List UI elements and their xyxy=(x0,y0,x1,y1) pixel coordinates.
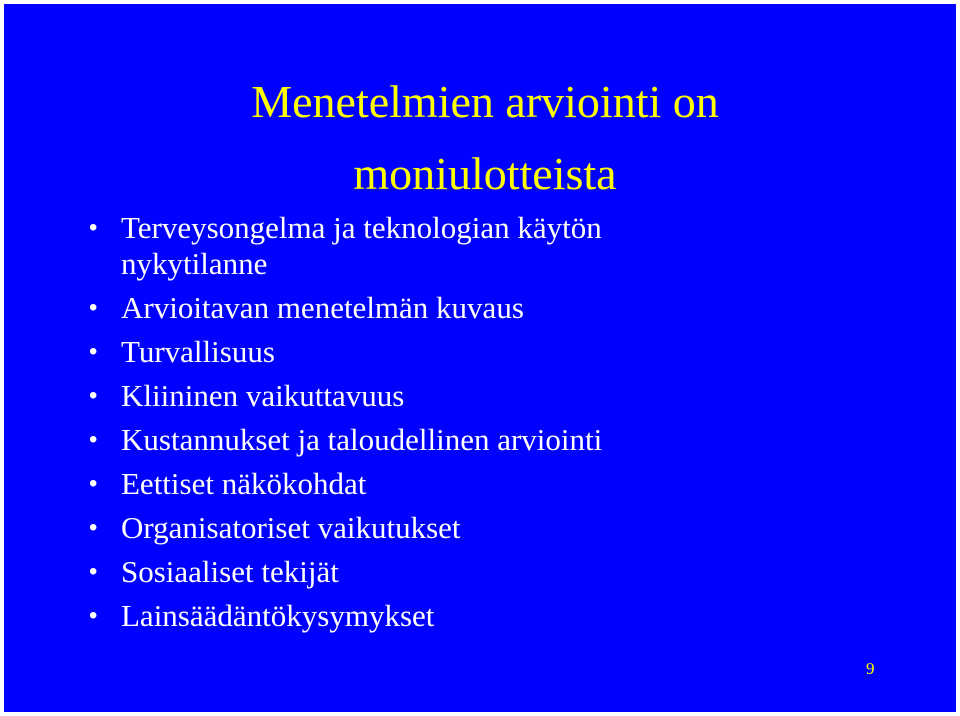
bullet-text: Terveysongelma ja teknologian käytön xyxy=(121,210,602,245)
bullet-icon: • xyxy=(89,338,98,365)
bullet-item xyxy=(4,422,956,458)
bullet-text: Arvioitavan menetelmän kuvaus xyxy=(121,290,524,325)
bullet-item xyxy=(4,378,956,414)
bullet-text: Kliininen vaikuttavuus xyxy=(121,378,405,413)
bullet-icon: • xyxy=(89,382,98,409)
bullet-item xyxy=(4,554,956,590)
bullet-item xyxy=(4,466,956,502)
bullet-text-continuation: nykytilanne xyxy=(121,246,268,281)
bullet-item xyxy=(4,290,956,326)
bullet-item xyxy=(4,210,956,282)
bullet-icon: • xyxy=(89,426,98,453)
slide-title xyxy=(4,66,956,210)
bullet-item xyxy=(4,334,956,370)
bullet-icon: • xyxy=(89,602,98,629)
bullet-icon: • xyxy=(89,470,98,497)
bullet-icon: • xyxy=(89,294,98,321)
bullet-text: Organisatoriset vaikutukset xyxy=(121,510,461,545)
slide-number: 9 xyxy=(866,659,875,678)
bullet-text: Eettiset näkökohdat xyxy=(121,466,367,501)
bullet-list xyxy=(4,210,956,642)
bullet-icon: • xyxy=(89,514,98,541)
bullet-text: Sosiaaliset tekijät xyxy=(121,554,339,589)
bullet-text: Lainsäädäntökysymykset xyxy=(121,598,435,633)
slide-title-line-2: moniulotteista xyxy=(353,148,617,199)
bullet-item xyxy=(4,598,956,634)
bullet-icon: • xyxy=(89,558,98,585)
slide-title-line-1: Menetelmien arviointi on xyxy=(251,76,719,127)
bullet-icon: • xyxy=(89,214,98,241)
bullet-item xyxy=(4,510,956,546)
slide xyxy=(4,4,956,712)
bullet-text: Kustannukset ja taloudellinen arviointi xyxy=(121,422,603,457)
bullet-text: Turvallisuus xyxy=(121,334,275,369)
